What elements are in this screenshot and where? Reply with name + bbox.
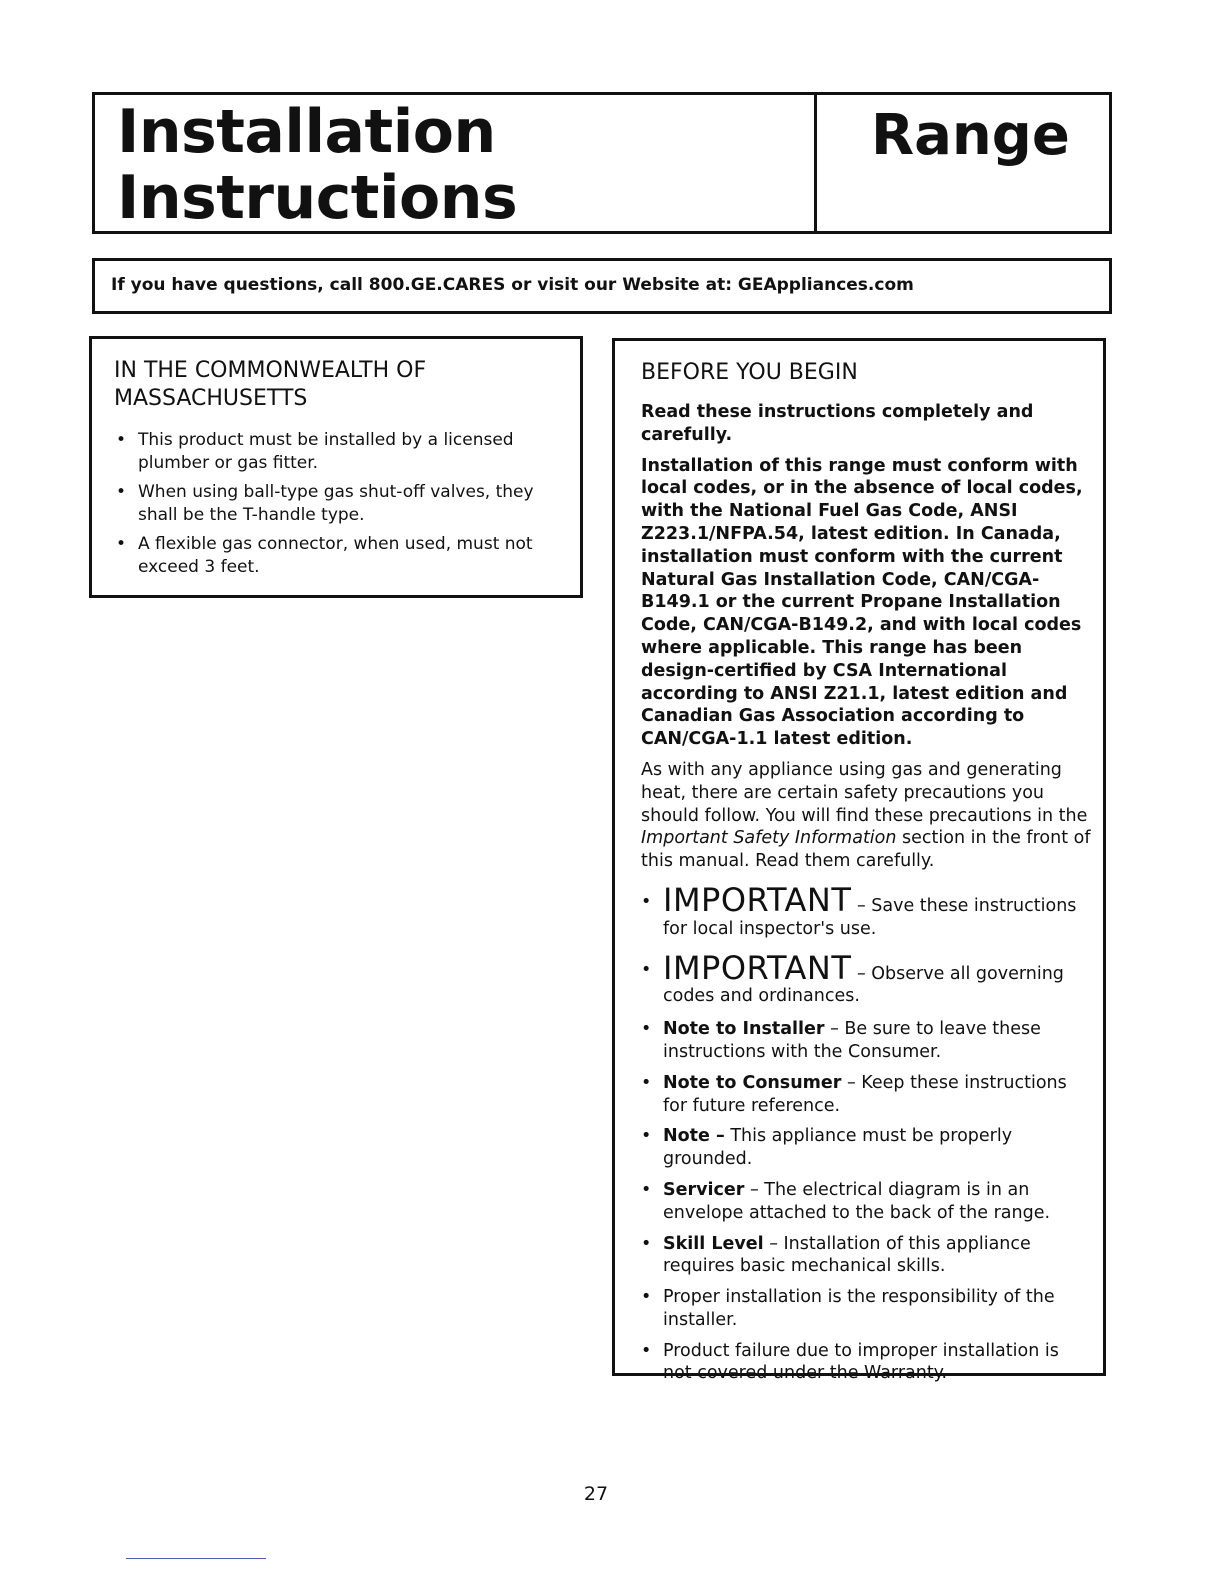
bullet-icon: •: [116, 482, 127, 502]
list-item: [641, 1233, 1093, 1279]
contact-bar: [92, 258, 1112, 314]
list-item-text: This product must be installed by a licensed plumber or gas fitter.: [138, 430, 514, 473]
massachusetts-title-line-1: IN THE COMMONWEALTH OF: [114, 358, 427, 383]
list-item: [114, 533, 554, 579]
title-line-1: Installation: [117, 97, 496, 167]
list-item: [641, 880, 1093, 941]
safety-paragraph-end: section in the front of this manual. Read them carefully.: [641, 828, 1091, 872]
list-item: [114, 429, 554, 475]
before-you-begin-content: [641, 359, 1093, 1393]
important-label: IMPORTANT: [663, 948, 852, 987]
safety-paragraph-start: As with any appliance using gas and generating heat, there are certain safety precautions you should follow. You will find these precautions in the: [641, 759, 1088, 826]
header-box: [92, 92, 1112, 234]
page-number: 27: [583, 1483, 609, 1505]
read-instructions-paragraph: Read these instructions completely and carefully.: [641, 402, 1034, 445]
note-text: This appliance must be properly grounded.: [663, 1126, 1013, 1170]
bullet-icon: •: [641, 1340, 652, 1361]
safety-paragraph: [641, 759, 1093, 873]
note-text: – The electrical diagram is in an envelope attached to the back of the range.: [663, 1179, 1051, 1223]
important-text: – Observe all governing codes and ordinances.: [663, 963, 1064, 1007]
bullet-icon: •: [641, 1287, 652, 1308]
footer-rule: [126, 1558, 266, 1559]
list-item-text: Product failure due to improper installation is not covered under the Warranty.: [663, 1340, 1059, 1384]
list-item: [641, 1072, 1093, 1118]
bullet-icon: •: [641, 891, 652, 912]
list-item-text: Proper installation is the responsibility of the installer.: [663, 1287, 1055, 1330]
before-you-begin-title: BEFORE YOU BEGIN: [641, 360, 858, 385]
important-label: IMPORTANT: [663, 880, 852, 919]
product-name: Range: [871, 103, 1070, 168]
bullet-icon: •: [116, 430, 127, 450]
note-text: – Installation of this appliance requires basic mechanical skills.: [663, 1233, 1031, 1277]
bullet-icon: •: [641, 1179, 652, 1200]
bullet-icon: •: [641, 1019, 652, 1040]
bullet-icon: •: [641, 959, 652, 980]
note-label: Skill Level: [663, 1233, 764, 1254]
header-product-cell: [817, 95, 1109, 231]
header-title-cell: [95, 95, 817, 231]
safety-section-reference: Important Safety Information: [641, 828, 897, 849]
bullet-icon: •: [641, 1233, 652, 1254]
note-label: Note –: [663, 1126, 725, 1147]
bullet-icon: •: [116, 534, 127, 554]
title-line-2: Instructions: [117, 163, 518, 233]
list-item: [641, 948, 1093, 1009]
list-item: [641, 1286, 1093, 1332]
note-label: Note to Installer: [663, 1019, 825, 1040]
massachusetts-list: [114, 429, 554, 585]
bullet-icon: •: [641, 1126, 652, 1147]
list-item-text: When using ball-type gas shut-off valves, they shall be the T-handle type.: [138, 482, 534, 525]
important-text: – Save these instructions for local inspector's use.: [663, 895, 1077, 939]
note-label: Note to Consumer: [663, 1072, 842, 1093]
contact-text: If you have questions, call 800.GE.CARES or visit our Website at: GEAppliances.com: [111, 275, 914, 295]
list-item: [641, 1018, 1093, 1064]
before-you-begin-box: [612, 338, 1106, 1384]
note-text: – Keep these instructions for future reference.: [663, 1072, 1067, 1116]
list-item-text: A flexible gas connector, when used, must not exceed 3 feet.: [138, 534, 533, 577]
list-item: [641, 1125, 1093, 1171]
list-item: [641, 1179, 1093, 1225]
document-title: [117, 99, 517, 231]
note-text: – Be sure to leave these instructions with the Consumer.: [663, 1019, 1041, 1062]
codes-paragraph: Installation of this range must conform with local codes, or in the absence of local codes, with the National Fuel Gas Code, ANSI Z223.1/NFPA.54, latest edition. In Canada, installation must conform with the current Natural Gas Installation Code, CAN/CGA-B149.1 or the current Propane Installation Code, CAN/CGA-B149.2, and with local codes where applicable. This range has been design-certified by CSA International according to ANSI Z21.1, latest edition and Canadian Gas Association according to CAN/CGA-1.1 latest edition.: [641, 455, 1083, 750]
list-item: [641, 1340, 1093, 1386]
before-you-begin-list: [641, 880, 1093, 1385]
note-label: Servicer: [663, 1179, 745, 1200]
bullet-icon: •: [641, 1072, 652, 1093]
massachusetts-title-line-2: MASSACHUSETTS: [114, 386, 308, 411]
massachusetts-title: [114, 357, 554, 413]
massachusetts-box: [89, 336, 583, 598]
list-item: [114, 481, 554, 527]
